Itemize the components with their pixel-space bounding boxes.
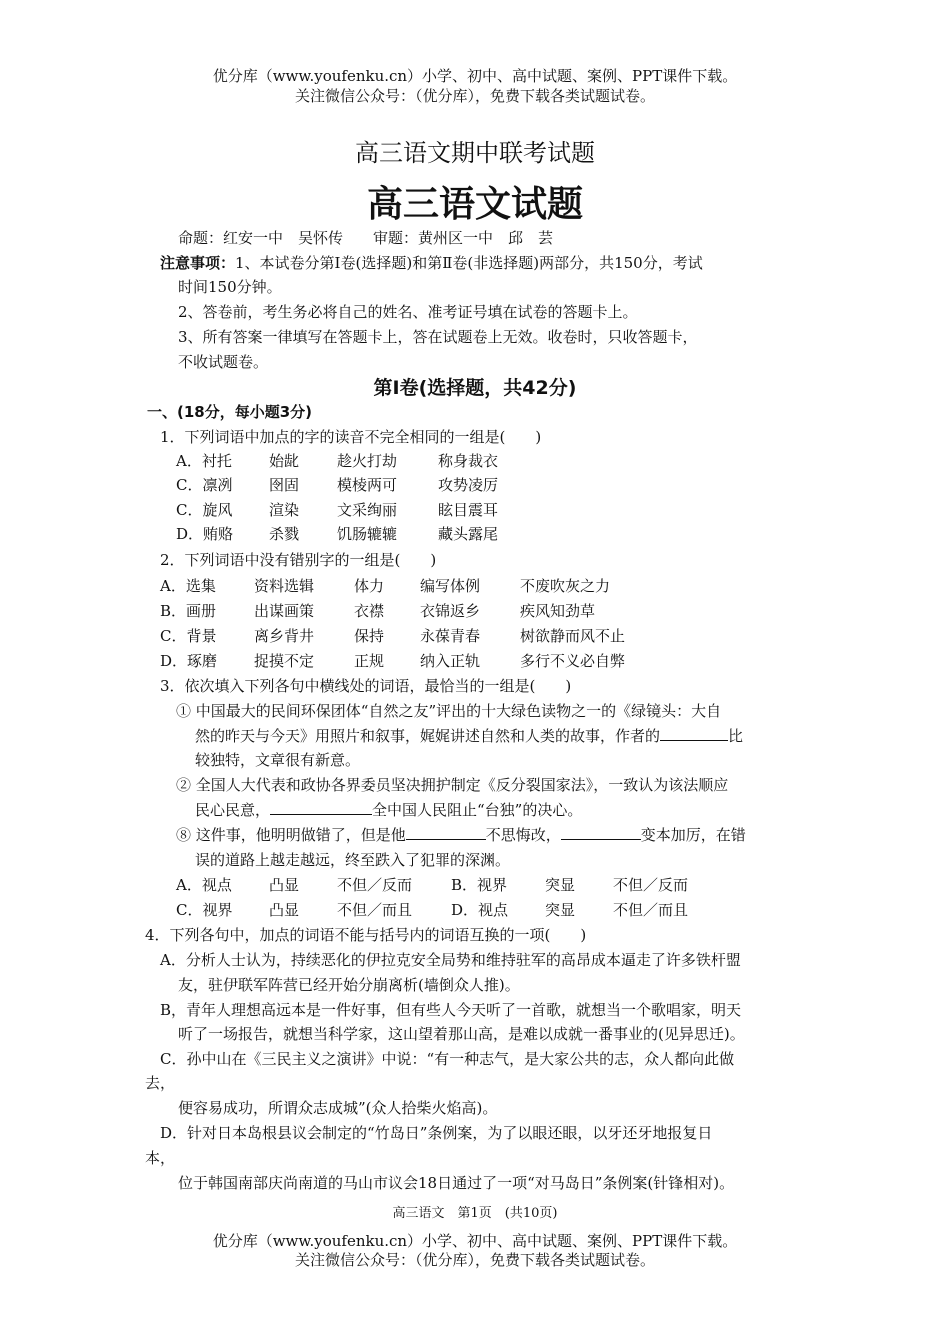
q2-option-cell: A．选集 (160, 577, 216, 595)
q1-option-cell: D．贿赂 (176, 525, 234, 543)
notice-item1-cont: 时间150分钟。 (178, 278, 282, 296)
q1-option-cell: C．旋风 (176, 501, 233, 519)
q3-sentence1-cont (195, 726, 743, 746)
part-one-heading: 一、(18分，每小题3分) (147, 403, 313, 421)
q2-option-row (160, 601, 595, 621)
q4-option-a-cont: 友，驻伊联军阵营已经开始分崩离析(墙倒众人推)。 (178, 976, 520, 994)
notice-item2: 2、答卷前，考生务必将自己的姓名、准考证号填在试卷的答题卡上。 (178, 303, 638, 321)
notice-item3: 3、所有答案一律填写在答题卡上，答在试题卷上无效。收卷时，只收答题卡， (178, 328, 698, 346)
q4-option-b: B，青年人理想高远本是一件好事，但有些人今天听了一首歌，就想当一个歌唱家，明天 (160, 1001, 742, 1019)
exam-subtitle: 高三语文期中联考试题 (355, 139, 595, 167)
q1-option-cell: A．衬托 (176, 452, 232, 470)
q1-option-cell: 杀戮 (269, 525, 300, 543)
q2-option-cell: 不废吹灰之力 (520, 577, 611, 595)
q3-sentence3-text: 不思悔改， (485, 826, 561, 844)
exam-title: 高三语文试题 (366, 184, 583, 225)
q4-option-d: D．针对日本岛根县议会制定的“竹岛日”条例案，为了以眼还眼，以牙还牙地报复日 (160, 1124, 713, 1142)
q2-stem: 2．下列词语中没有错别字的一组是( ) (160, 551, 437, 569)
q3-sentence2-text: 全中国人民阻止“台独”的决心。 (372, 801, 583, 819)
q1-option-cell: 始龀 (269, 452, 300, 470)
q2-option-cell: B．画册 (160, 602, 217, 620)
q4-option-d-wrap: 本， (145, 1149, 176, 1167)
q3-option-cell: 凸显 (269, 901, 300, 919)
promo-header-line2: 关注微信公众号：（优分库），免费下载各类试题试卷。 (294, 87, 655, 105)
q2-option-row (160, 576, 610, 596)
q3-sentence1: ① 中国最大的民间环保团体“自然之友”评出的十大绿色读物之一的《绿镜头：大自 (176, 702, 722, 720)
q1-option-cell: 藏头露尾 (438, 525, 499, 543)
q2-option-cell: 离乡背井 (254, 627, 315, 645)
q2-option-cell: 出谋画策 (254, 602, 315, 620)
q1-option-row (176, 451, 498, 471)
q2-option-cell: 疾风知劲草 (520, 602, 596, 620)
q2-option-cell: 体力 (354, 577, 385, 595)
answer-blank (660, 726, 728, 741)
q2-option-row (160, 626, 625, 646)
q2-option-cell: 树欲静而风不止 (520, 627, 626, 645)
q1-option-row (176, 475, 498, 495)
q4-option-c-wrap: 去， (145, 1074, 176, 1092)
q2-option-cell: 编写体例 (420, 577, 481, 595)
answer-blank (270, 800, 372, 815)
q3-sentence1-text: 比 (728, 727, 744, 745)
q3-sentence2-text: 民心民意， (195, 801, 271, 819)
answer-blank (406, 825, 486, 840)
q3-option-cell: 突显 (545, 901, 576, 919)
q1-option-cell: 模棱两可 (337, 476, 398, 494)
q1-option-cell: 囹固 (269, 476, 300, 494)
q3-option-cell: 不但／而且 (613, 901, 689, 919)
notice-label: 注意事项： (160, 254, 236, 272)
q1-option-row (176, 500, 498, 520)
notice-item1 (160, 253, 703, 273)
q3-sentence3-cont: 误的道路上越走越远，终至跌入了犯罪的深渊。 (195, 851, 511, 869)
q2-option-cell: 衣襟 (354, 602, 385, 620)
promo-header-line1: 优分库（www.youfenku.cn）小学、初中、高中试题、案例、PPT课件下载。 (212, 67, 738, 85)
q2-option-cell: 衣锦返乡 (420, 602, 481, 620)
q3-sentence3 (176, 825, 746, 845)
section-title: 第Ⅰ卷(选择题，共42分) (373, 377, 577, 399)
notice-item1-text: 1、本试卷分第Ⅰ卷(选择题)和第Ⅱ卷(非选择题)两部分，共150分，考试 (235, 254, 703, 272)
q3-sentence1-end: 较独特，文章很有新意。 (195, 751, 361, 769)
q1-stem: 1．下列词语中加点的字的读音不完全相同的一组是( ) (160, 428, 542, 446)
q1-option-cell: 饥肠辘辘 (337, 525, 398, 543)
q3-option-cell: A．视点 (176, 876, 232, 894)
q1-option-cell: 眩目震耳 (438, 501, 499, 519)
q3-sentence3-text: ⑧ 这件事，他明明做错了，但是他 (176, 826, 406, 844)
q1-option-cell: 渲染 (269, 501, 300, 519)
q3-option-cell: C．视界 (176, 901, 233, 919)
q4-option-d-cont: 位于韩国南部庆尚南道的马山市议会18日通过了一项“对马岛日”条例案(针锋相对)。 (178, 1174, 735, 1192)
q3-option-cell: 凸显 (269, 876, 300, 894)
q3-option-cell: 不但／反而 (613, 876, 689, 894)
q1-option-cell: 称身裁衣 (438, 452, 499, 470)
q1-option-cell: 攻势凌厉 (438, 476, 499, 494)
q2-option-cell: 纳入正轨 (420, 652, 481, 670)
q4-option-b-cont: 听了一场报告，就想当科学家，这山望着那山高，是难以成就一番事业的(见异思迁)。 (178, 1025, 745, 1043)
q4-option-a: A．分析人士认为，持续恶化的伊拉克安全局势和维持驻军的高昂成本逼走了许多铁杆盟 (160, 951, 741, 969)
q3-sentence1-text: 然的昨天与今天》用照片和叙事，娓娓讲述自然和人类的故事，作者的 (195, 727, 661, 745)
q2-option-cell: C．背景 (160, 627, 217, 645)
q1-option-cell: C．凛冽 (176, 476, 233, 494)
q2-option-cell: 捉摸不定 (254, 652, 315, 670)
q3-option-cell: 不但／而且 (337, 901, 413, 919)
q3-option-row (176, 900, 688, 920)
q3-sentence2-cont (195, 800, 582, 820)
q2-option-cell: 保持 (354, 627, 385, 645)
q2-option-cell: 正规 (354, 652, 385, 670)
notice-item3-cont: 不收试题卷。 (178, 353, 269, 371)
q3-option-cell: 突显 (545, 876, 576, 894)
q2-option-row (160, 651, 625, 671)
promo-footer-line1: 优分库（www.youfenku.cn）小学、初中、高中试题、案例、PPT课件下载。 (212, 1232, 738, 1250)
q3-sentence3-text: 变本加厉，在错 (640, 826, 746, 844)
q1-option-row (176, 524, 498, 544)
q3-option-cell: B．视界 (451, 876, 508, 894)
q3-stem: 3．依次填入下列各句中横线处的词语，最恰当的一组是( ) (160, 677, 572, 695)
q3-option-cell: D．视点 (451, 901, 509, 919)
q2-option-cell: 多行不义必自弊 (520, 652, 626, 670)
q3-sentence2: ② 全国人大代表和政协各界委员坚决拥护制定《反分裂国家法》，一致认为该法顺应 (176, 776, 729, 794)
q3-option-cell: 不但／反而 (337, 876, 413, 894)
q2-option-cell: 永葆青春 (420, 627, 481, 645)
page-footer: 高三语文 第1页 (共10页) (392, 1206, 558, 1221)
answer-blank (561, 825, 641, 840)
q2-option-cell: D．琢磨 (160, 652, 218, 670)
q2-option-cell: 资料选辑 (254, 577, 315, 595)
q3-option-row (176, 875, 688, 895)
promo-footer-line2: 关注微信公众号：（优分库），免费下载各类试题试卷。 (294, 1251, 655, 1269)
authors-line: 命题：红安一中 吴怀传 审题：黄州区一中 邱 芸 (178, 229, 554, 247)
q4-option-c-cont: 便容易成功，所谓众志成城”(众人拾柴火焰高)。 (178, 1099, 498, 1117)
q4-option-c: C．孙中山在《三民主义之演讲》中说：“有一种志气，是大家公共的志，众人都向此做 (160, 1050, 735, 1068)
q4-stem: 4．下列各句中，加点的词语不能与括号内的词语互换的一项( ) (145, 926, 587, 944)
q1-option-cell: 趁火打劫 (337, 452, 398, 470)
q1-option-cell: 文采绚丽 (337, 501, 398, 519)
